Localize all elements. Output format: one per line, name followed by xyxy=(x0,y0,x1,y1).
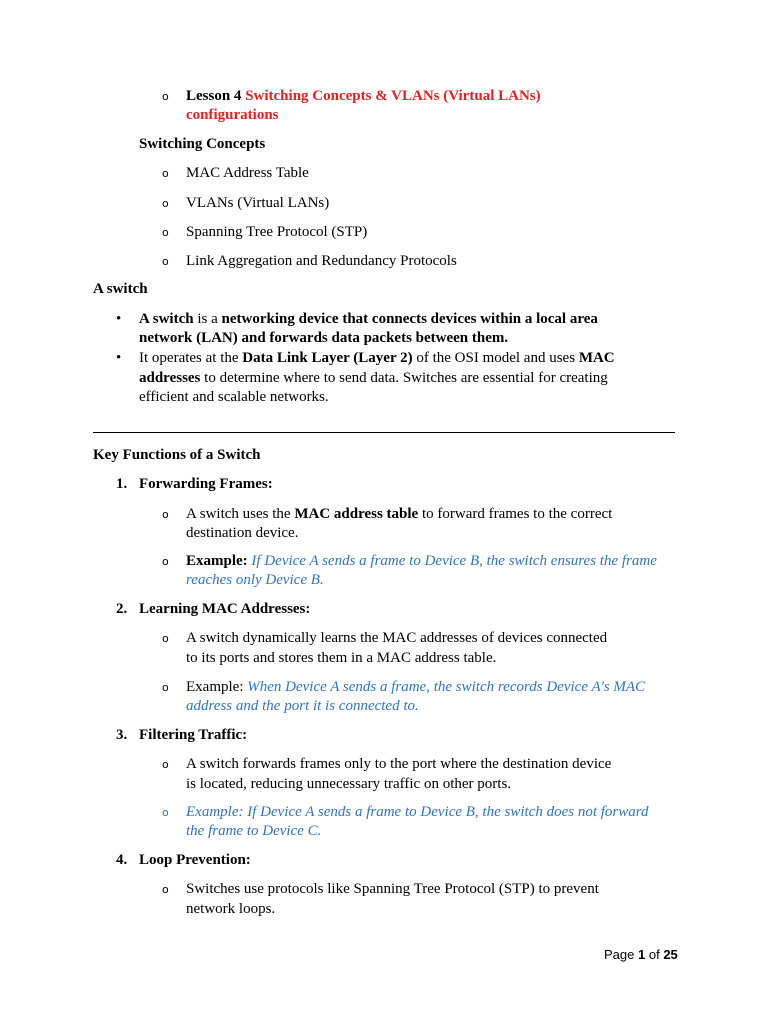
switching-concepts-heading: Switching Concepts xyxy=(139,136,266,152)
concept-item: MAC Address Table xyxy=(186,165,309,181)
osi-layer-text xyxy=(139,349,615,369)
concept-item: VLANs (Virtual LANs) xyxy=(186,195,330,211)
example-text-cont: reaches only Device B. xyxy=(186,572,324,588)
lesson-title-cont: configurations xyxy=(186,107,279,123)
sub-bullet-icon: o xyxy=(162,806,169,819)
switch-def-bold: networking device that connects devices within a local area xyxy=(221,311,598,327)
switch-definition-cont: network (LAN) and forwards data packets between them. xyxy=(139,330,509,346)
page-number: 1 xyxy=(638,947,646,962)
example-text-cont: the frame to Device C. xyxy=(186,823,322,839)
function-detail: A switch forwards frames only to the port where the destination device xyxy=(186,756,612,772)
concept-item: Spanning Tree Protocol (STP) xyxy=(186,224,368,240)
example-text: Example: If Device A sends a frame to Device B, the switch does not forward xyxy=(186,804,649,820)
lesson-label: Lesson 4 xyxy=(186,88,242,104)
osi-text: of the OSI model and uses xyxy=(412,350,579,366)
switch-term: A switch xyxy=(139,311,194,327)
function-title: Learning MAC Addresses: xyxy=(139,601,311,617)
switch-definition xyxy=(139,310,598,330)
osi-layer-text-end: efficient and scalable networks. xyxy=(139,389,329,405)
example-line xyxy=(186,678,645,698)
lesson-line xyxy=(186,87,541,107)
mac-bold: MAC xyxy=(578,350,615,366)
bullet-dot-icon: • xyxy=(116,311,122,327)
function-detail-cont: is located, reducing unnecessary traffic on other ports. xyxy=(186,776,512,792)
osi-text: to determine where to send data. Switches are essential for creating xyxy=(200,370,608,386)
function-detail-cont: to its ports and stores them in a MAC address table. xyxy=(186,650,497,666)
sub-bullet-icon: o xyxy=(162,632,169,645)
function-detail-cont: network loops. xyxy=(186,901,276,917)
sub-bullet-icon: o xyxy=(162,681,169,694)
page-footer xyxy=(604,947,678,962)
function-title: Loop Prevention: xyxy=(139,852,251,868)
example-text-cont: address and the port it is connected to. xyxy=(186,698,419,714)
sub-bullet-icon: o xyxy=(162,226,169,239)
function-detail: A switch dynamically learns the MAC addresses of devices connected xyxy=(186,630,608,646)
sub-bullet-icon: o xyxy=(162,758,169,771)
function-title: Forwarding Frames: xyxy=(139,476,273,492)
example-label: Example: xyxy=(186,679,244,695)
osi-text: It operates at the xyxy=(139,350,243,366)
switch-def-text: is a xyxy=(193,311,222,327)
addresses-bold: addresses xyxy=(139,370,201,386)
mac-table-bold: MAC address table xyxy=(294,506,419,522)
function-number: 4. xyxy=(116,852,128,868)
function-detail-cont: destination device. xyxy=(186,525,299,541)
of-word: of xyxy=(648,947,660,962)
key-functions-heading: Key Functions of a Switch xyxy=(93,447,261,463)
sub-bullet-icon: o xyxy=(162,255,169,268)
example-text: If Device A sends a frame to Device B, the switch ensures the frame xyxy=(247,553,657,569)
example-text: When Device A sends a frame, the switch records Device A's MAC xyxy=(243,679,646,695)
detail-text: A switch uses the xyxy=(186,506,295,522)
function-number: 2. xyxy=(116,601,128,617)
example-line xyxy=(186,552,657,572)
a-switch-heading: A switch xyxy=(93,281,148,297)
page-total: 25 xyxy=(663,947,678,962)
function-number: 1. xyxy=(116,476,128,492)
function-detail: Switches use protocols like Spanning Tree Protocol (STP) to prevent xyxy=(186,881,599,897)
sub-bullet-icon: o xyxy=(162,508,169,521)
sub-bullet-icon: o xyxy=(162,883,169,896)
osi-layer-text-cont xyxy=(139,369,608,389)
sub-bullet-icon: o xyxy=(162,555,169,568)
sub-bullet-icon: o xyxy=(162,167,169,180)
function-title: Filtering Traffic: xyxy=(139,727,248,743)
lesson-title: Switching Concepts & VLANs (Virtual LANs) xyxy=(245,88,541,104)
sub-bullet-icon: o xyxy=(162,90,169,103)
concept-item: Link Aggregation and Redundancy Protocols xyxy=(186,253,457,269)
function-detail xyxy=(186,505,612,525)
horizontal-rule xyxy=(93,432,675,433)
example-label: Example: xyxy=(186,553,248,569)
detail-text: to forward frames to the correct xyxy=(418,506,613,522)
function-number: 3. xyxy=(116,727,128,743)
sub-bullet-icon: o xyxy=(162,197,169,210)
page-word: Page xyxy=(604,947,635,962)
osi-layer-bold: Data Link Layer (Layer 2) xyxy=(242,350,413,366)
bullet-dot-icon: • xyxy=(116,350,122,366)
